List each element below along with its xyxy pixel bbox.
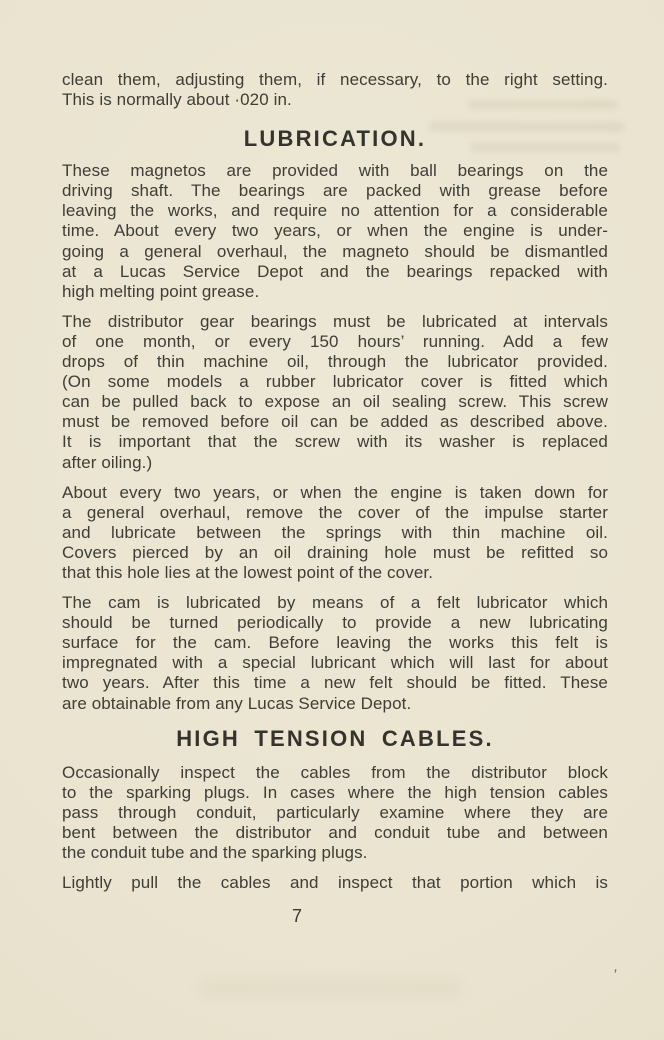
- lubrication-heading: LUBRICATION.: [243, 126, 427, 152]
- text-line: to the sparking plugs. In cases where the high tension cables: [62, 782, 608, 802]
- text-line: high melting point grease.: [62, 281, 260, 301]
- text-line: The distributor gear bearings must be lubricated at intervals: [62, 311, 608, 331]
- text-line: of one month, or every 150 hours’ running. Add a few: [62, 331, 608, 351]
- high-tension-paragraph-1: [62, 763, 608, 863]
- text-line: going a general overhaul, the magneto should be dismantled: [62, 241, 608, 261]
- text-line: It is important that the screw with its washer is replaced: [62, 432, 608, 452]
- text-line: These magnetos are provided with ball bearings on the: [62, 161, 608, 181]
- text-line: This is normally about ·020 in.: [62, 90, 292, 110]
- text-line: (On some models a rubber lubricator cover is fitted which: [62, 372, 608, 392]
- text-line: a general overhaul, remove the cover of the impulse starter: [62, 502, 608, 522]
- text-line: surface for the cam. Before leaving the works this felt is: [62, 633, 608, 653]
- text-line: can be pulled back to expose an oil sealing screw. This screw: [62, 392, 608, 412]
- text-line: two years. After this time a new felt should be fitted. These: [62, 673, 608, 693]
- text-line: driving shaft. The bearings are packed with grease before: [62, 181, 608, 201]
- lubrication-paragraph-4: [62, 593, 608, 714]
- high-tension-cables-heading: HIGH TENSION CABLES.: [176, 725, 494, 751]
- text-line: the conduit tube and the sparking plugs.: [62, 843, 368, 862]
- ink-speck: ,: [612, 957, 620, 976]
- text-line: should be turned periodically to provide a new lubricating: [62, 613, 608, 633]
- text-line: Occasionally inspect the cables from the distributor block: [62, 762, 608, 782]
- page-content: [62, 70, 608, 927]
- high-tension-paragraph-2: [62, 873, 608, 893]
- text-line: leaving the works, and require no attention for a considerable: [62, 201, 608, 221]
- lubrication-paragraph-1: [62, 161, 608, 302]
- text-line: pass through conduit, particularly examine where they are: [62, 802, 608, 822]
- text-line: bent between the distributor and conduit tube and between: [62, 822, 608, 842]
- text-line: Lightly pull the cables and inspect that portion which is: [62, 873, 608, 893]
- text-line: after oiling.): [62, 452, 153, 472]
- text-line: impregnated with a special lubricant which will last for about: [62, 653, 608, 673]
- text-line: are obtainable from any Lucas Service Depot.: [62, 693, 412, 713]
- lubrication-paragraph-2: [62, 312, 608, 473]
- text-line: and lubricate between the springs with thin machine oil.: [62, 522, 608, 542]
- text-line: at a Lucas Service Depot and the bearings repacked with: [62, 261, 608, 281]
- text-line: clean them, adjusting them, if necessary, to the right setting.: [62, 70, 608, 89]
- text-line: About every two years, or when the engine is taken down for: [62, 482, 608, 502]
- text-line: Covers pierced by an oil draining hole must be refitted so: [62, 542, 608, 562]
- intro-paragraph: [62, 70, 608, 110]
- text-line: that this hole lies at the lowest point of the cover.: [62, 562, 434, 582]
- lubrication-paragraph-3: [62, 483, 608, 583]
- paper-stain: [200, 980, 460, 998]
- text-line: drops of thin machine oil, through the lubricator provided.: [62, 352, 608, 372]
- text-line: must be removed before oil can be added as described above.: [62, 412, 608, 432]
- text-line: The cam is lubricated by means of a felt lubricator which: [62, 593, 608, 613]
- text-line: time. About every two years, or when the engine is under-: [62, 221, 608, 241]
- page-number: 7: [291, 906, 302, 927]
